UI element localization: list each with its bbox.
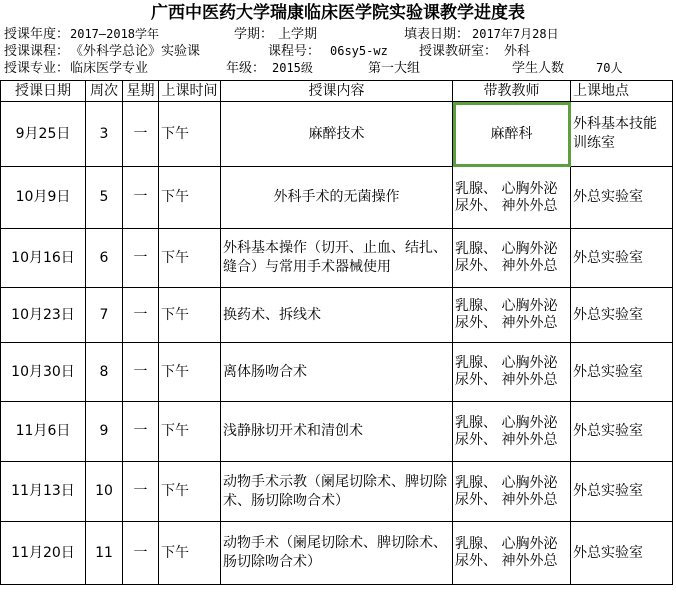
teaching-room-value: 外科: [504, 44, 531, 59]
grade-value: 2015级: [272, 61, 313, 75]
cell-date[interactable]: 11月6日: [1, 402, 86, 462]
header-teacher[interactable]: 带教教师: [453, 81, 571, 102]
cell-content[interactable]: 浅静脉切开术和清创术: [221, 402, 453, 462]
table-row: [1, 229, 673, 288]
meta-row-3: [4, 60, 672, 77]
students-label: 学生人数: [512, 61, 565, 76]
cell-time[interactable]: 下午: [159, 462, 221, 522]
cell-week[interactable]: 10: [86, 462, 123, 522]
cell-content[interactable]: 麻醉技术: [221, 102, 453, 167]
cell-day[interactable]: 一: [123, 102, 159, 167]
cell-content[interactable]: 外科基本操作（切开、止血、结扎、缝合）与常用手术器械使用: [221, 229, 453, 288]
cell-time[interactable]: 下午: [159, 102, 221, 167]
cell-date[interactable]: 11月20日: [1, 522, 86, 585]
table-row: [1, 343, 673, 402]
term-label: 学期：: [234, 27, 274, 42]
cell-week[interactable]: 7: [86, 288, 123, 343]
table-header-row: [1, 81, 673, 102]
cell-week[interactable]: 6: [86, 229, 123, 288]
header-week[interactable]: 周次: [86, 81, 123, 102]
cell-week[interactable]: 11: [86, 522, 123, 585]
cell-teacher[interactable]: 乳腺、 心胸外泌尿外、 神外外总: [453, 343, 571, 402]
cell-day[interactable]: 一: [123, 343, 159, 402]
school-year-value: 2017—2018学年: [70, 27, 160, 41]
cell-location[interactable]: 外总实验室: [571, 522, 673, 585]
table-row: [1, 402, 673, 462]
cell-content[interactable]: 离体肠吻合术: [221, 343, 453, 402]
students-value: 70人: [596, 61, 623, 75]
course-value: 《外科学总论》实验课: [70, 44, 201, 59]
grade-label: 年级：: [226, 61, 266, 76]
cell-week[interactable]: 9: [86, 402, 123, 462]
cell-location[interactable]: 外总实验室: [571, 462, 673, 522]
course-no-value: 06sy5-wz: [330, 44, 388, 58]
header-location[interactable]: 上课地点: [571, 81, 673, 102]
cell-week[interactable]: 3: [86, 102, 123, 167]
meta-row-2: [4, 43, 672, 60]
cell-content[interactable]: 动物手术示教（阑尾切除术、脾切除术、肠切除吻合术）: [221, 462, 453, 522]
cell-week[interactable]: 8: [86, 343, 123, 402]
major-value: 临床医学专业: [70, 61, 149, 76]
group-value: 第一大组: [368, 61, 421, 76]
cell-day[interactable]: 一: [123, 462, 159, 522]
header-date[interactable]: 授课日期: [1, 81, 86, 102]
table-row: [1, 288, 673, 343]
cell-week[interactable]: 5: [86, 167, 123, 229]
cell-teacher-selected[interactable]: 麻醉科: [453, 102, 571, 167]
cell-location[interactable]: 外总实验室: [571, 402, 673, 462]
cell-day[interactable]: 一: [123, 229, 159, 288]
meta-row-1: [4, 26, 672, 43]
cell-time[interactable]: 下午: [159, 522, 221, 585]
cell-teacher[interactable]: 乳腺、 心胸外泌尿外、 神外外总: [453, 462, 571, 522]
fill-date-value: 2017年7月28日: [472, 27, 559, 41]
header-content[interactable]: 授课内容: [221, 81, 453, 102]
cell-date[interactable]: 10月23日: [1, 288, 86, 343]
cell-time[interactable]: 下午: [159, 167, 221, 229]
cell-time[interactable]: 下午: [159, 343, 221, 402]
cell-time[interactable]: 下午: [159, 402, 221, 462]
page-title: 广西中医药大学瑞康临床医学院实验课教学进度表: [151, 3, 525, 23]
cell-content[interactable]: 动物手术（阑尾切除术、脾切除术、肠切除吻合术）: [221, 522, 453, 585]
cell-day[interactable]: 一: [123, 522, 159, 585]
cell-time[interactable]: 下午: [159, 288, 221, 343]
table-row: [1, 102, 673, 167]
cell-date[interactable]: 10月16日: [1, 229, 86, 288]
cell-teacher[interactable]: 乳腺、 心胸外泌尿外、 神外外总: [453, 288, 571, 343]
header-time[interactable]: 上课时间: [159, 81, 221, 102]
term-value: 上学期: [278, 27, 318, 42]
cell-location[interactable]: 外总实验室: [571, 167, 673, 229]
cell-date[interactable]: 10月9日: [1, 167, 86, 229]
cell-content[interactable]: 外科手术的无菌操作: [221, 167, 453, 229]
cell-location[interactable]: 外科基本技能训练室: [571, 102, 673, 167]
school-year-label: 授课年度：: [4, 27, 70, 42]
header-day[interactable]: 星期: [123, 81, 159, 102]
cell-day[interactable]: 一: [123, 402, 159, 462]
table-row: [1, 462, 673, 522]
major-label: 授课专业：: [4, 61, 70, 76]
cell-location[interactable]: 外总实验室: [571, 343, 673, 402]
cell-teacher[interactable]: 乳腺、 心胸外泌尿外、 神外外总: [453, 522, 571, 585]
cell-date[interactable]: 11月13日: [1, 462, 86, 522]
fill-date-label: 填表日期：: [404, 27, 470, 42]
course-label: 授课课程：: [4, 44, 70, 59]
table-row: [1, 167, 673, 229]
cell-teacher[interactable]: 乳腺、 心胸外泌尿外、 神外外总: [453, 402, 571, 462]
cell-time[interactable]: 下午: [159, 229, 221, 288]
cell-teacher[interactable]: 乳腺、 心胸外泌尿外、 神外外总: [453, 229, 571, 288]
schedule-table: [0, 80, 673, 585]
cell-teacher[interactable]: 乳腺、 心胸外泌尿外、 神外外总: [453, 167, 571, 229]
cell-day[interactable]: 一: [123, 167, 159, 229]
cell-content[interactable]: 换药术、拆线术: [221, 288, 453, 343]
teaching-room-label: 授课教研室：: [419, 44, 498, 59]
cell-date[interactable]: 10月30日: [1, 343, 86, 402]
cell-day[interactable]: 一: [123, 288, 159, 343]
table-row: [1, 522, 673, 585]
course-no-label: 课程号：: [268, 44, 321, 59]
cell-location[interactable]: 外总实验室: [571, 288, 673, 343]
cell-location[interactable]: 外总实验室: [571, 229, 673, 288]
cell-date[interactable]: 9月25日: [1, 102, 86, 167]
